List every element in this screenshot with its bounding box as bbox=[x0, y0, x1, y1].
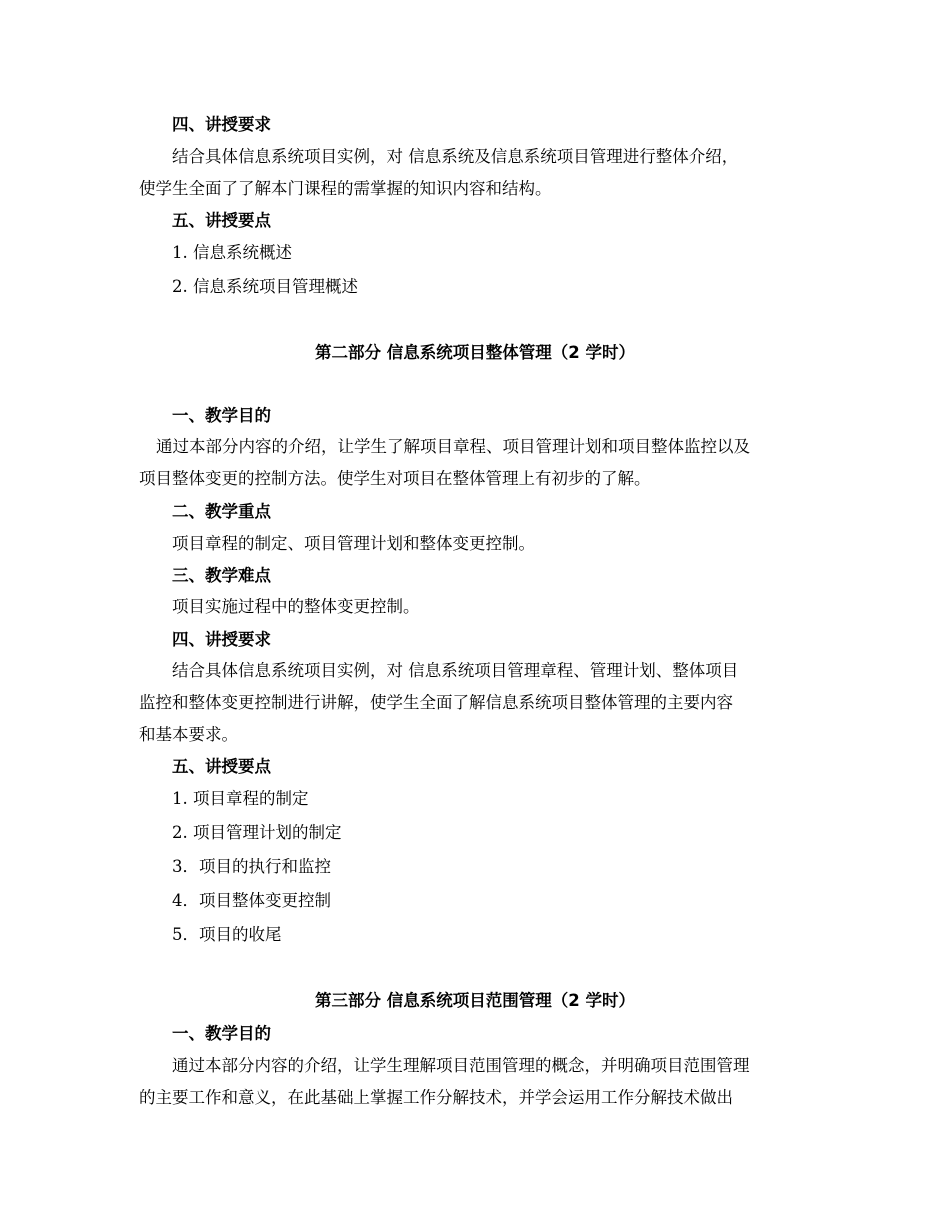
section-heading: 四、讲授要求 bbox=[172, 115, 271, 134]
paragraph-line: 项目整体变更的控制方法。使学生对项目在整体管理上有初步的了解。 bbox=[139, 469, 651, 488]
paragraph-line: 结合具体信息系统项目实例，对 信息系统项目管理章程、管理计划、整体项目 bbox=[172, 661, 739, 680]
list-item: 2. 信息系统项目管理概述 bbox=[172, 277, 358, 296]
section-heading: 三、教学难点 bbox=[172, 566, 271, 585]
paragraph-line: 通过本部分内容的介绍，让学生了解项目章程、项目管理计划和项目整体监控以及 bbox=[156, 437, 750, 456]
paragraph-line: 项目章程的制定、项目管理计划和整体变更控制。 bbox=[172, 534, 535, 553]
paragraph-line: 的主要工作和意义，在此基础上掌握工作分解技术，并学会运用工作分解技术做出 bbox=[139, 1088, 733, 1107]
section-heading: 五、讲授要点 bbox=[172, 757, 271, 776]
part-title: 第二部分 信息系统项目整体管理（2 学时） bbox=[315, 343, 635, 362]
section-heading: 一、教学目的 bbox=[172, 1024, 271, 1043]
section-heading: 二、教学重点 bbox=[172, 502, 271, 521]
paragraph-line: 结合具体信息系统项目实例，对 信息系统及信息系统项目管理进行整体介绍， bbox=[172, 147, 739, 166]
list-item: 1. 项目章程的制定 bbox=[172, 789, 309, 808]
list-item: 1. 信息系统概述 bbox=[172, 243, 292, 262]
list-item: 4．项目整体变更控制 bbox=[172, 891, 331, 910]
list-item: 5．项目的收尾 bbox=[172, 925, 282, 944]
paragraph-line: 使学生全面了了解本门课程的需掌握的知识内容和结构。 bbox=[139, 179, 552, 198]
part-title: 第三部分 信息系统项目范围管理（2 学时） bbox=[315, 991, 635, 1010]
section-heading: 五、讲授要点 bbox=[172, 211, 271, 230]
section-heading: 四、讲授要求 bbox=[172, 630, 271, 649]
section-heading: 一、教学目的 bbox=[172, 406, 271, 425]
list-item: 3．项目的执行和监控 bbox=[172, 857, 331, 876]
paragraph-line: 监控和整体变更控制进行讲解，使学生全面了解信息系统项目整体管理的主要内容 bbox=[139, 693, 733, 712]
paragraph-line: 项目实施过程中的整体变更控制。 bbox=[172, 597, 420, 616]
paragraph-line: 通过本部分内容的介绍，让学生理解项目范围管理的概念，并明确项目范围管理 bbox=[172, 1056, 750, 1075]
paragraph-line: 和基本要求。 bbox=[139, 725, 238, 744]
list-item: 2. 项目管理计划的制定 bbox=[172, 823, 342, 842]
